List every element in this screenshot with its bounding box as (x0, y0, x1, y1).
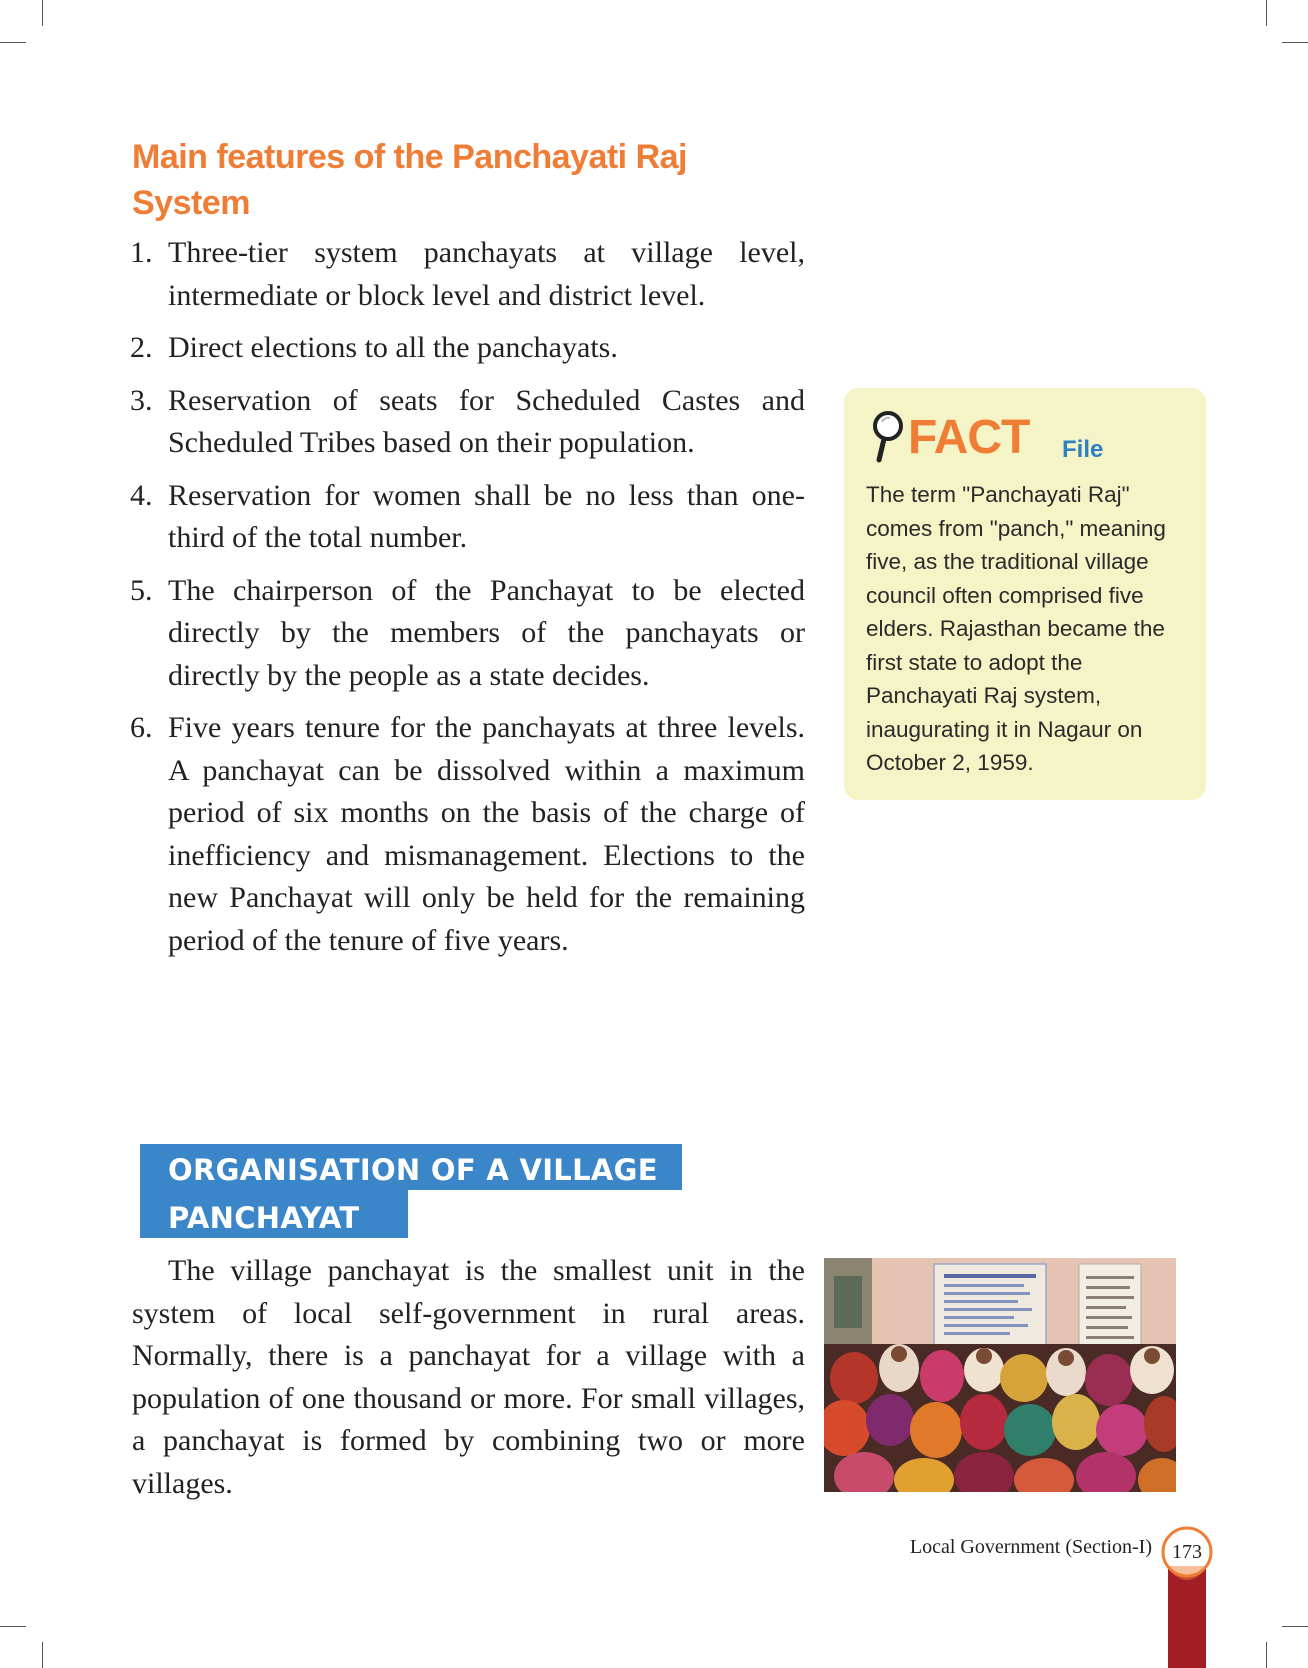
list-number: 4. (130, 478, 153, 512)
fact-file-box (844, 388, 1206, 800)
list-item-text: The chairperson of the Panchayat to be elected directly by the members of the panchayats or directly by the people as a state decides. (168, 573, 805, 692)
list-item (130, 707, 805, 962)
crop-mark (1282, 42, 1308, 43)
crop-mark (1266, 0, 1267, 26)
crop-mark (42, 1642, 43, 1668)
list-item (130, 380, 805, 465)
fact-file-text: The term "Panchayati Raj" comes from "panch," meaning five, as the traditional village council often comprised five elders. Rajasthan became the first state to adopt the Panchayati Raj system, inaugurating it in Nagaur on October 2, 1959. (866, 482, 1166, 775)
features-list (130, 232, 805, 972)
list-number: 3. (130, 383, 153, 417)
list-item-text: Five years tenure for the panchayats at three levels. A panchayat can be dissolved within a maximum period of six months on the basis of the charge of inefficiency and mismanagement. Elections to the new Panchayat will only be held for the remaining period of the tenure of five years. (168, 711, 805, 957)
crop-mark (1266, 1642, 1267, 1668)
crop-mark (0, 1626, 26, 1627)
list-number: 1. (130, 236, 153, 269)
fact-file-header (870, 408, 1190, 478)
chapter-footer: Local Government (Section-I) (909, 1536, 1152, 1558)
list-item-text: Three-tier system panchayats at village level, intermediate or block level and district level. (168, 236, 805, 312)
section-title: ORGANISATION OF A VILLAGE PANCHAYAT (168, 1153, 658, 1235)
list-item (130, 327, 805, 370)
list-item-text: Reservation for women shall be no less than one-third of the total number. (168, 478, 805, 554)
fact-file-subtitle: File (1062, 436, 1104, 463)
list-item (130, 475, 805, 560)
photo-illustration (824, 1258, 1176, 1492)
crop-mark (42, 0, 43, 26)
list-number: 5. (130, 573, 153, 607)
village-meeting-photo (824, 1258, 1176, 1492)
crop-mark (1282, 1626, 1308, 1627)
list-item (130, 232, 805, 317)
section-heading: Main features of the Panchayati Raj System (132, 138, 687, 222)
body-paragraph: The village panchayat is the smallest unit in the system of local self-government in rural areas. Normally, there is a panchayat for a village with a population of one thousand or more. For small villages, a panchayat is formed by combining two or more villages. (132, 1254, 805, 1500)
page-number: 173 (1172, 1541, 1202, 1563)
fact-file-title: FACT (908, 411, 1030, 464)
list-number: 6. (130, 711, 153, 744)
magnifier-icon (870, 408, 910, 468)
list-item-text: Reservation of seats for Scheduled Castes and Scheduled Tribes based on their population. (168, 383, 805, 459)
crop-mark (0, 42, 26, 43)
list-item (130, 570, 805, 698)
list-item-text: Direct elections to all the panchayats. (168, 331, 618, 364)
list-number: 2. (130, 331, 153, 364)
